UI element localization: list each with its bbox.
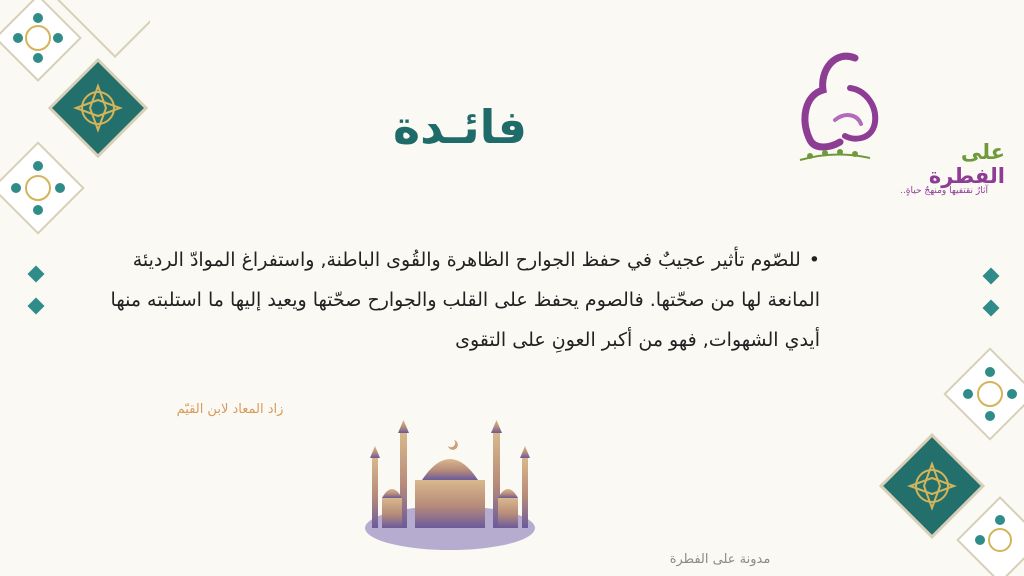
ornament-floral-tile-2 <box>0 143 83 234</box>
logo-mark <box>795 50 905 170</box>
quote-source: زاد المعاد لابن القيّم <box>176 402 284 417</box>
diamond-left-2 <box>28 298 45 315</box>
logo-name-part2: الفطرة <box>928 164 1005 188</box>
diamond-right-1 <box>983 268 1000 285</box>
page-title: فائـدة <box>392 100 528 154</box>
quote-body <box>100 240 820 360</box>
footer-credit: مدونة على الفطرة <box>669 552 771 567</box>
ornament-floral-tile-3 <box>945 349 1024 440</box>
bullet-marker: • <box>808 249 820 271</box>
logo-tagline: آثارٌ نقتفيها ومنهجٌ حياةٍ.. <box>900 186 988 196</box>
diamond-right-2 <box>983 300 1000 317</box>
ornament-floral-tile-4 <box>958 498 1024 576</box>
ornament-left <box>0 0 150 260</box>
quote-text: للصّوم تأثير عجيبٌ في حفظ الجوارح الظاهرة والقُوى الباطنة, واستفراغ الموادّ الرديئة المانعة لها من صحّتها. فالصوم يحفظ على القلب والجوارح صحّتها ويعيد إليها ما استلبته منها أيدي الشهوات, فهو من أكبر العونِ على التقوى <box>110 249 820 351</box>
ornament-floral-tile-1 <box>0 0 80 80</box>
logo-name-part1: على <box>960 140 1005 164</box>
ornament-tile-top <box>58 0 150 57</box>
ornament-right <box>870 340 1024 576</box>
mosque-illustration <box>360 418 540 553</box>
ornament-teal-tile <box>50 60 146 156</box>
diamond-left-1 <box>28 266 45 283</box>
ornament-teal-tile-2 <box>881 435 983 537</box>
logo-name <box>895 140 1005 188</box>
